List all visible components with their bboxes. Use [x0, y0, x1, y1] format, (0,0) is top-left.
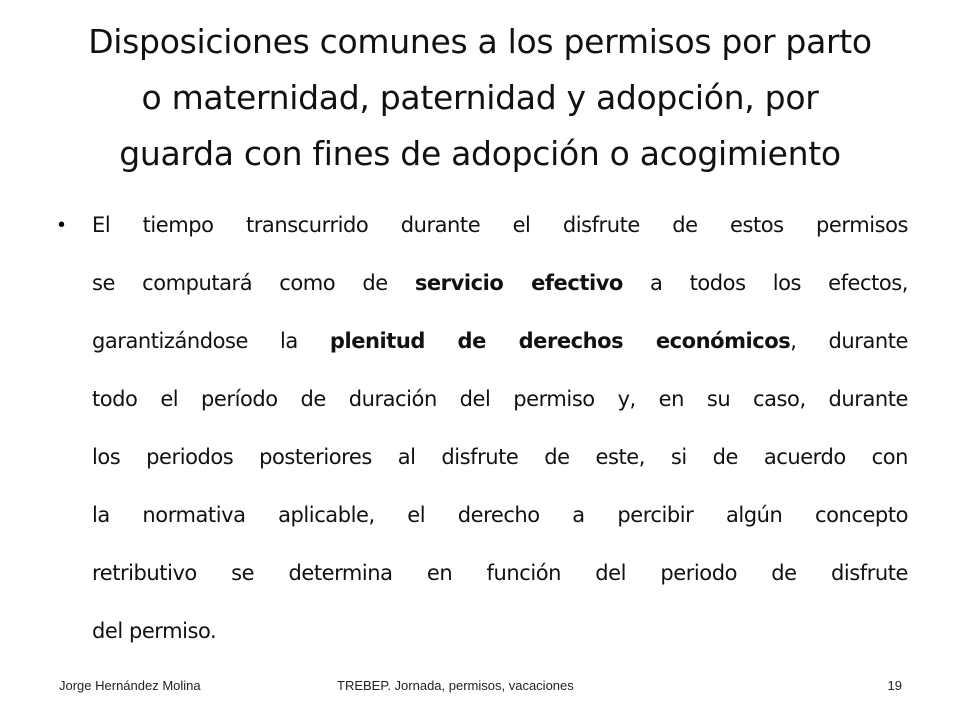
footer-author: Jorge Hernández Molina [59, 678, 201, 693]
body-text: , durante [790, 329, 908, 353]
bullet-icon: • [58, 214, 66, 236]
slide-body [58, 196, 908, 660]
body-text: la normativa aplicable, el derecho a percibir algún concepto [92, 503, 908, 527]
body-line [92, 370, 908, 428]
body-text-bold: servicio efectivo [414, 271, 623, 295]
footer-subject: TREBEP. Jornada, permisos, vacaciones [337, 678, 574, 693]
slide-title [48, 14, 912, 182]
body-line [92, 544, 908, 602]
slide-title-line: o maternidad, paternidad y adopción, por [141, 78, 819, 117]
body-text: los periodos posteriores al disfrute de este, si de acuerdo con [92, 445, 908, 469]
body-line [92, 196, 908, 254]
body-text: El tiempo transcurrido durante el disfrute de estos permisos [92, 213, 908, 237]
body-text: todo el período de duración del permiso y, en su caso, durante [92, 387, 908, 411]
body-text: garantizándose la [92, 329, 330, 353]
body-text-bold: plenitud de derechos económicos [329, 329, 791, 353]
body-text: se computará como de [92, 271, 415, 295]
body-line [92, 254, 908, 312]
body-line [92, 312, 908, 370]
body-line [92, 428, 908, 486]
slide-title-line: guarda con fines de adopción o acogimiento [119, 134, 841, 173]
body-text: a todos los efectos, [622, 271, 908, 295]
bullet-item [58, 196, 908, 660]
slide-title-line: Disposiciones comunes a los permisos por parto [88, 22, 872, 61]
body-line [92, 602, 908, 660]
footer-page-number: 19 [887, 678, 902, 693]
body-text: retributivo se determina en función del periodo de disfrute [92, 561, 908, 585]
body-line [92, 486, 908, 544]
body-text: del permiso. [92, 619, 217, 643]
